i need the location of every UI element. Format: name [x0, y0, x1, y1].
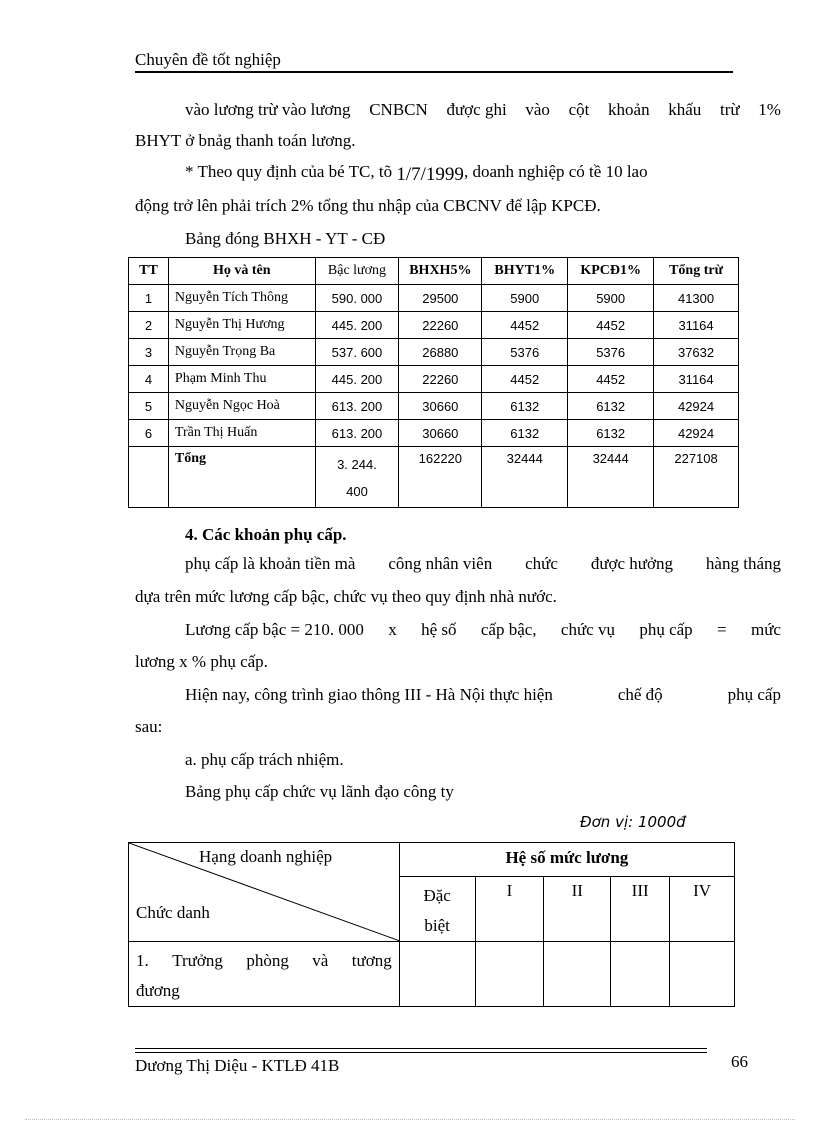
text-fragment: vào — [525, 100, 550, 119]
total-salary-line-1: 3. 244. — [337, 457, 377, 472]
cell: 590. 000 — [315, 285, 399, 312]
page-bottom-border — [25, 1119, 795, 1120]
cell — [399, 942, 475, 1007]
text-fragment: hàng tháng — [705, 554, 781, 573]
footer-rule — [135, 1048, 707, 1049]
text-fragment: mức — [750, 620, 781, 639]
cell — [670, 942, 735, 1007]
cell: 4452 — [482, 312, 568, 339]
cell: 5 — [129, 393, 169, 420]
total-bhyt: 32444 — [482, 447, 568, 508]
footer-rule — [135, 1052, 707, 1053]
unit-label: Đơn vị: 1000đ — [580, 813, 686, 831]
cell: 31164 — [654, 312, 739, 339]
text-fragment: x — [388, 620, 397, 639]
table2-header-row-1 — [129, 843, 735, 877]
cell: 29500 — [399, 285, 482, 312]
text-fragment: phụ cấp — [727, 685, 781, 704]
text-fragment: Lương cấp bậc = 210. 000 — [185, 620, 364, 639]
text-fragment: Trưởng — [172, 951, 223, 970]
row-label-line-2: đương — [136, 981, 180, 1000]
cell — [611, 942, 670, 1007]
table-row — [129, 420, 739, 447]
text-fragment: công nhân viên — [388, 554, 493, 573]
column-header: Tổng trừ — [654, 258, 739, 285]
corner-top-label: Hạng doanh nghiệp — [199, 847, 333, 866]
page-header-title: Chuyên đề tốt nghiệp — [135, 50, 281, 69]
table-row — [129, 942, 735, 1007]
cell: 42924 — [654, 393, 739, 420]
text-fragment: 1. — [136, 951, 149, 970]
text-fragment: 1% — [758, 100, 781, 119]
total-bhxh: 162220 — [399, 447, 482, 508]
cell: 5376 — [568, 339, 654, 366]
cell: 613. 200 — [315, 393, 399, 420]
text-fragment: vào lương trừ vào lương — [185, 100, 351, 119]
section-4-p2-line-2: lương x % phụ cấp. — [135, 652, 268, 671]
cell: 5900 — [568, 285, 654, 312]
text-fragment: cấp bậc, — [480, 620, 537, 639]
text-fragment: cột — [568, 100, 590, 119]
cell: 2 — [129, 312, 169, 339]
cell: 6132 — [482, 393, 568, 420]
cell: 22260 — [399, 366, 482, 393]
column-header: I — [475, 877, 544, 942]
text-fragment: chức vụ — [560, 620, 615, 639]
section-4-p3-line-2: sau: — [135, 717, 163, 736]
section-4-p1-line-1 — [135, 554, 781, 574]
col-special-line-1: Đặc — [423, 886, 451, 905]
table-header-row — [129, 258, 739, 285]
column-header: BHYT1% — [482, 258, 568, 285]
cell: 4452 — [482, 366, 568, 393]
text-fragment: được hưởng — [590, 554, 674, 573]
column-header: KPCĐ1% — [568, 258, 654, 285]
section-4-p1-line-2: dựa trên mức lương cấp bậc, chức vụ theo quy định nhà nước. — [135, 587, 557, 606]
cell: 41300 — [654, 285, 739, 312]
cell: Nguyễn Ngọc Hoà — [168, 393, 315, 420]
table-row — [129, 366, 739, 393]
cell — [544, 942, 611, 1007]
cell: 1 — [129, 285, 169, 312]
column-header: Họ và tên — [168, 258, 315, 285]
cell: Nguyễn Tích Thông — [168, 285, 315, 312]
header-rule — [135, 71, 733, 73]
col-special-line-2: biệt — [424, 916, 450, 935]
cell: 537. 600 — [315, 339, 399, 366]
table-row — [129, 312, 739, 339]
total-kpcd: 32444 — [568, 447, 654, 508]
cell: Nguyễn Trọng Ba — [168, 339, 315, 366]
column-header: BHXH5% — [399, 258, 482, 285]
paragraph-1-line-1 — [135, 100, 781, 120]
text-fragment: được ghi — [446, 100, 507, 119]
text-fragment: khoản — [608, 100, 650, 119]
section-4-p2-line-1 — [135, 620, 781, 640]
cell: 613. 200 — [315, 420, 399, 447]
cell: 6132 — [568, 420, 654, 447]
text-fragment: hệ số — [421, 620, 457, 639]
cell: 42924 — [654, 420, 739, 447]
cell: 22260 — [399, 312, 482, 339]
text-fragment: phụ cấp là khoản tiền mà — [185, 554, 356, 573]
text-fragment: chức — [525, 554, 558, 573]
column-header: III — [611, 877, 670, 942]
footer-author: Dương Thị Diệu - KTLĐ 41B — [135, 1056, 340, 1075]
diagonal-header-cell — [129, 843, 400, 942]
date-text: 1/7/1999 — [396, 164, 464, 185]
text-fragment: và — [312, 951, 329, 970]
allowance-table — [128, 842, 735, 1007]
column-header: IV — [670, 877, 735, 942]
cell: 5900 — [482, 285, 568, 312]
contribution-table — [128, 257, 739, 508]
cell: 26880 — [399, 339, 482, 366]
cell: 4452 — [568, 312, 654, 339]
cell: 445. 200 — [315, 312, 399, 339]
total-salary — [315, 447, 399, 508]
table-total-row — [129, 447, 739, 508]
paragraph-1-line-2: BHYT ở bnảg thanh toán lương. — [135, 131, 356, 150]
total-sum: 227108 — [654, 447, 739, 508]
text-fragment: , doanh nghiệp có tề 10 lao — [463, 162, 648, 181]
cell: Nguyễn Thị Hương — [168, 312, 315, 339]
section-4-heading: 4. Các khoản phụ cấp. — [185, 525, 347, 544]
table-row — [129, 393, 739, 420]
table1-caption: Bảng đóng BHXH - YT - CĐ — [185, 229, 386, 248]
corner-bottom-label: Chức danh — [136, 903, 210, 922]
total-label: Tổng — [168, 447, 315, 508]
cell: 37632 — [654, 339, 739, 366]
table-row — [129, 285, 739, 312]
cell: 30660 — [399, 420, 482, 447]
cell: Trần Thị Huấn — [168, 420, 315, 447]
text-fragment: tương — [351, 951, 392, 970]
text-fragment: phụ cấp — [639, 620, 693, 639]
text-fragment: chế độ — [617, 685, 663, 704]
section-4-p4: a. phụ cấp trách nhiệm. — [185, 750, 344, 769]
text-fragment: CNBCN — [369, 100, 428, 119]
page-number: 66 — [731, 1052, 748, 1071]
column-header: TT — [129, 258, 169, 285]
cell: 445. 200 — [315, 366, 399, 393]
cell: 4452 — [568, 366, 654, 393]
cell: 6132 — [482, 420, 568, 447]
paragraph-2-line-2: động trở lên phải trích 2% tổng thu nhập của CBCNV để lập KPCĐ. — [135, 196, 601, 215]
cell — [129, 447, 169, 508]
column-header: Bậc lương — [315, 258, 399, 285]
cell: 6132 — [568, 393, 654, 420]
col-special — [399, 877, 475, 942]
cell: 5376 — [482, 339, 568, 366]
row-label — [129, 942, 400, 1007]
text-fragment: = — [717, 620, 727, 639]
cell: 31164 — [654, 366, 739, 393]
text-fragment: khấu — [668, 100, 702, 119]
cell: Phạm Minh Thu — [168, 366, 315, 393]
cell — [475, 942, 544, 1007]
cell: 3 — [129, 339, 169, 366]
text-fragment: Hiện nay, công trình giao thông III - Hà Nội thực hiện — [185, 685, 553, 704]
cell: 6 — [129, 420, 169, 447]
cell: 4 — [129, 366, 169, 393]
section-4-p3-line-1 — [135, 685, 781, 705]
text-fragment: phòng — [246, 951, 289, 970]
column-header: II — [544, 877, 611, 942]
table-row — [129, 339, 739, 366]
paragraph-2-line-1 — [135, 162, 781, 185]
group-header: Hệ số mức lương — [399, 843, 734, 877]
text-fragment: * Theo quy định của bé TC, tõ — [185, 162, 393, 181]
cell: 30660 — [399, 393, 482, 420]
total-salary-line-2: 400 — [346, 484, 368, 499]
text-fragment: trừ — [719, 100, 740, 119]
section-4-p5: Bảng phụ cấp chức vụ lãnh đạo công ty — [185, 782, 454, 801]
row-label-line-1 — [136, 946, 392, 976]
